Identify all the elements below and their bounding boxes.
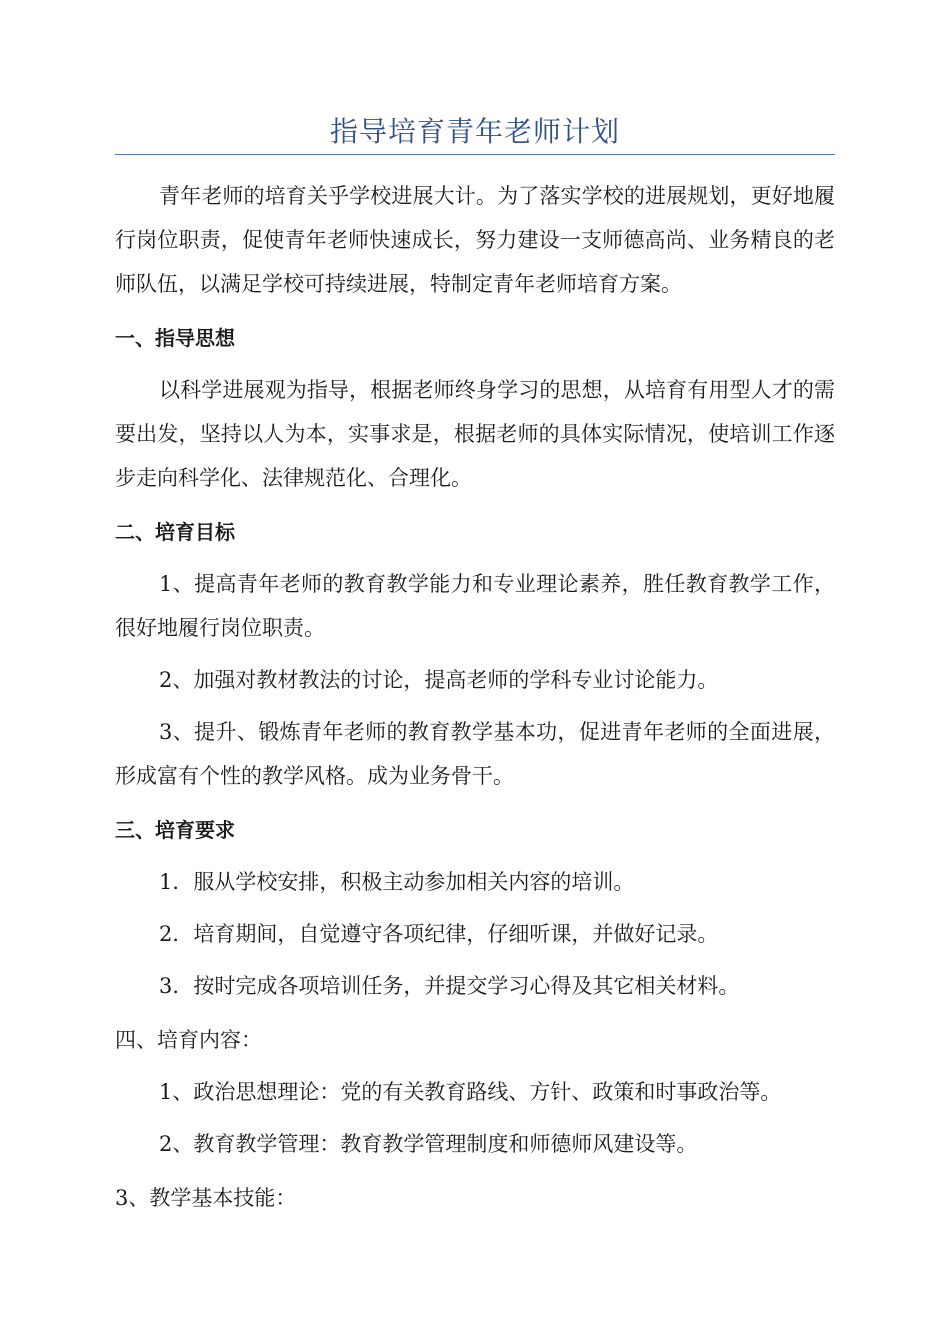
training-content-item: 1、政治思想理论：党的有关教育路线、方针、政策和时事政治等。 (159, 1080, 782, 1104)
training-goal-item: 2、加强对教材教法的讨论，提高老师的学科专业讨论能力。 (159, 668, 719, 692)
training-requirement-item: 3．按时完成各项培训任务，并提交学习心得及其它相关材料。 (159, 974, 740, 998)
training-goal-item: 1、提高青年老师的教育教学能力和专业理论素养，胜任教育教学工作，很好地履行岗位职责。 (115, 572, 835, 640)
section-heading-guiding-thought: 一、指导思想 (115, 326, 235, 350)
guiding-thought-paragraph: 以科学进展观为指导，根据老师终身学习的思想，从培育有用型人才的需要出发，坚持以人为本，实事求是，根据老师的具体实际情况，使培训工作逐步走向科学化、法律规范化、合理化。 (115, 378, 835, 490)
training-goal-item: 3、提升、锻炼青年老师的教育教学基本功，促进青年老师的全面进展，形成富有个性的教学风格。成为业务骨干。 (115, 720, 835, 788)
training-content-item: 2、教育教学管理：教育教学管理制度和师德师风建设等。 (159, 1132, 698, 1156)
title-underline (115, 154, 835, 155)
document-body (115, 174, 835, 1220)
document-title: 指导培育青年老师计划 (329, 115, 620, 148)
section-heading-training-content: 四、培育内容： (115, 1028, 262, 1052)
section-heading-training-goals: 二、培育目标 (115, 520, 235, 544)
intro-paragraph: 青年老师的培育关乎学校进展大计。为了落实学校的进展规划，更好地履行岗位职责，促使青年老师快速成长，努力建设一支师德高尚、业务精良的老师队伍，以满足学校可持续进展，特制定青年老师培育方案。 (115, 184, 835, 296)
training-requirement-item: 2．培育期间，自觉遵守各项纪律，仔细听课，并做好记录。 (159, 922, 719, 946)
training-requirement-item: 1．服从学校安排，积极主动参加相关内容的培训。 (159, 870, 635, 894)
section-heading-training-requirements: 三、培育要求 (115, 818, 235, 842)
training-content-subheading: 3、教学基本技能： (115, 1186, 297, 1210)
